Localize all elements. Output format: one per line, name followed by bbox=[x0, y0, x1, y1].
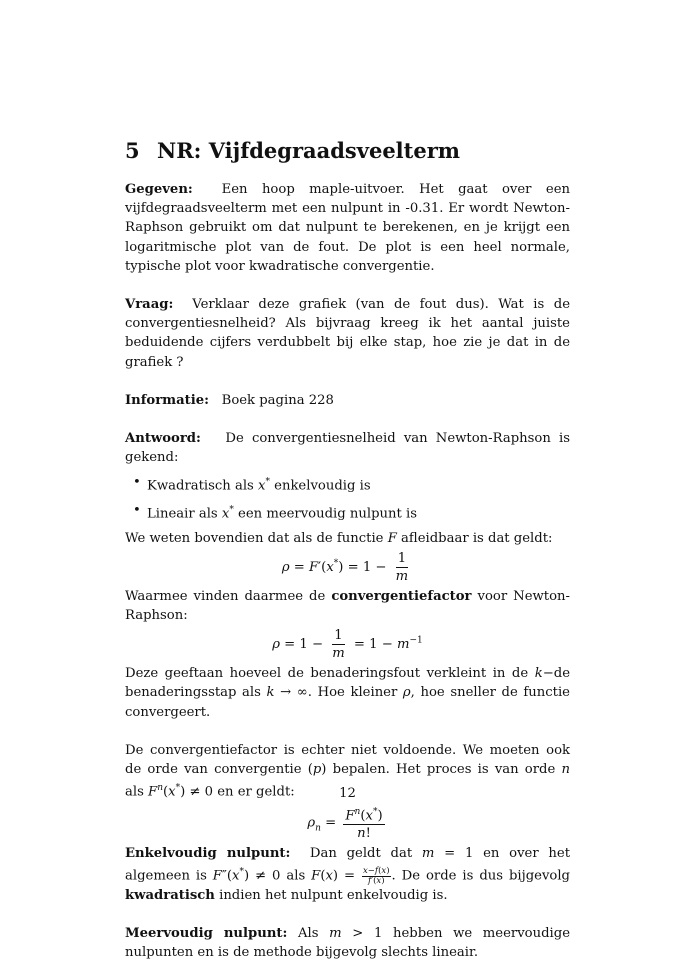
gegeven-text: Een hoop maple-uitvoer. Het gaat over een vijfdegraadsveelterm met een nulpunt in -0.31. Er wordt Newton-Raphson gebruikt om dat nulpunt te berekenen, en je krijgt een logaritmische plot van de fout. De plot is een heel normale, typische plot voor kwadratische convergentie. bbox=[125, 182, 570, 274]
vraag-paragraph bbox=[125, 295, 570, 372]
antwoord-paragraph bbox=[125, 429, 570, 467]
equation-rho-derivative: ρ = F′(x*) = 1 − $\frac{1}{m}$ bbox=[281, 550, 409, 584]
section-heading bbox=[125, 138, 570, 164]
order-paragraph: De convergentiefactor is echter niet voldoende. We moeten ook de orde van convergentie (p) bepalen. Het proces is van orde n als $F^n(x^*) \ne 0$ en er geldt: bbox=[125, 742, 570, 800]
equation-convergence-factor: ρ = 1 − $\frac{1}{m}$ = $1 - m^{-1}$ bbox=[272, 628, 423, 662]
equation-rho-n: $\rho_n$ = $\frac{F^n(x^*)}{n!}$ bbox=[125, 804, 570, 842]
informatie-text: Boek pagina 228 bbox=[221, 392, 334, 408]
section-title: NR: Vijfdegraadsveelterm bbox=[157, 138, 461, 163]
list-item: • Kwadratisch als x* enkelvoudig is bbox=[147, 473, 570, 496]
list-item: • Lineair als x* een meervoudig nulpunt is bbox=[147, 501, 570, 524]
meervoudig-paragraph: Meervoudig nulpunt: Als m > 1 hebben we meervoudige nulpunten en is de methode bijgevolg slechts lineair. bbox=[125, 926, 570, 961]
informatie-label: Informatie: bbox=[125, 392, 210, 408]
meervoudig-label: Meervoudig nulpunt: bbox=[125, 926, 288, 942]
derivative-line: We weten bovendien dat als de functie F afleidbaar is dat geldt: bbox=[125, 530, 553, 546]
section-number: 5 bbox=[125, 138, 140, 163]
convergence-factor-line: Waarmee vinden daarmee de convergentiefactor voor Newton-Raphson: bbox=[125, 588, 570, 624]
convergence-list bbox=[125, 473, 570, 523]
enkelvoudig-label: Enkelvoudig nulpunt: bbox=[125, 846, 291, 862]
page-content bbox=[125, 138, 570, 963]
vraag-label: Vraag: bbox=[125, 297, 174, 313]
gegeven-paragraph bbox=[125, 180, 570, 276]
enkelvoudig-paragraph: Enkelvoudig nulpunt: Dan geldt dat m = 1 en over het algemeen is F″(x*) ≠ 0 als F(x) = $\frac{x-f(x)}{f'(x)}$ . De orde is dus bijgevolg kwadratisch indien het nulpunt enkelvoudig is. bbox=[125, 846, 571, 904]
antwoord-intro: De convergentiesnelheid van Newton-Raphson is gekend: bbox=[125, 431, 570, 466]
antwoord-label: Antwoord: bbox=[125, 431, 201, 447]
informatie-paragraph bbox=[125, 391, 570, 410]
gegeven-label: Gegeven: bbox=[125, 182, 193, 197]
factor-explanation: Deze geeftaan hoeveel de benaderingsfout verkleint in de k−de benaderingsstap als k → ∞. Hoe kleiner ρ, hoe sneller de functie convergeert. bbox=[125, 666, 570, 720]
vraag-text: Verklaar deze grafiek (van de fout dus). Wat is de convergentiesnelheid? Als bijvraag kreeg ik het aantal juiste beduidende cijfers verdubbelt bij elke stap, hoe zie je dat in de grafiek ? bbox=[125, 297, 570, 370]
page-number: 12 bbox=[339, 786, 356, 801]
